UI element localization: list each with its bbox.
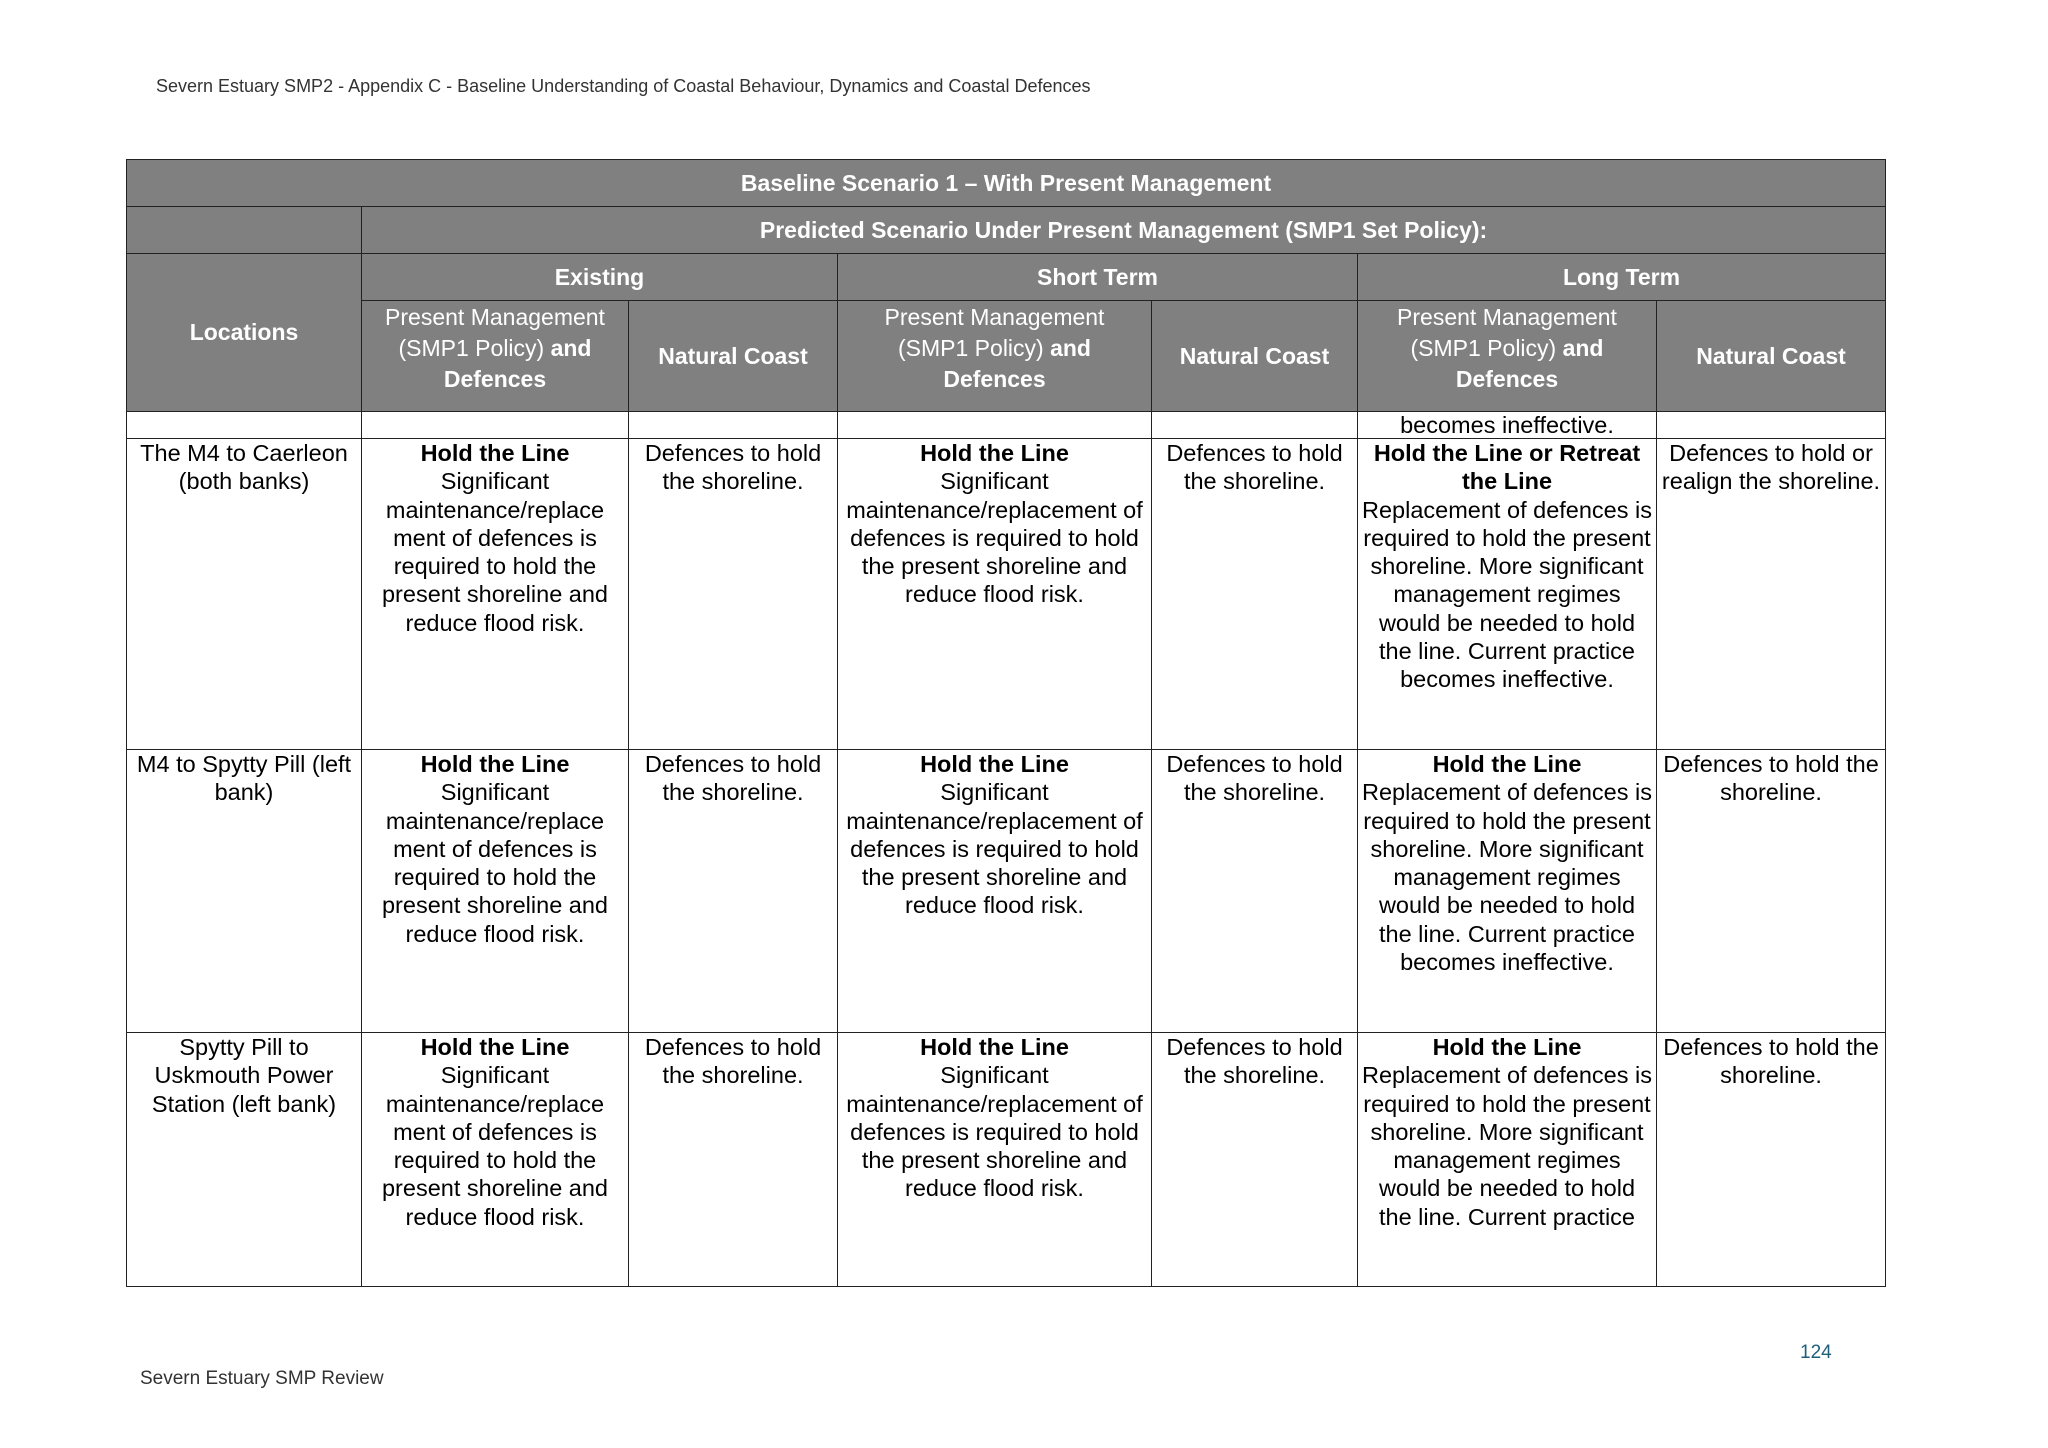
table-row xyxy=(127,1033,1886,1287)
long-pm-cell: Hold the Line or Retreat the Line Replacement of defences is required to hold the present shoreline. More significant management regimes would be needed to hold the line. Current practice becomes ineffective. xyxy=(1358,439,1657,750)
continuation-row xyxy=(127,412,1886,439)
long-natural-cell: Defences to hold the shoreline. xyxy=(1657,1033,1886,1287)
long-present-management-header: Present Management (SMP1 Policy) and Defences xyxy=(1358,301,1657,412)
long-natural-cell: Defences to hold the shoreline. xyxy=(1657,750,1886,1033)
existing-present-management-header: Present Management (SMP1 Policy) and Defences xyxy=(362,301,629,412)
short-natural-coast-header: Natural Coast xyxy=(1152,301,1358,412)
existing-pm-cell: Hold the Line Significant maintenance/replace ment of defences is required to hold the present shoreline and reduce flood risk. xyxy=(362,439,629,750)
predicted-row xyxy=(127,207,1886,254)
short-present-management-header: Present Management (SMP1 Policy) and Defences xyxy=(838,301,1152,412)
existing-pm-cell: Hold the Line Significant maintenance/replace ment of defences is required to hold the present shoreline and reduce flood risk. xyxy=(362,1033,629,1287)
short-pm-cell: Hold the Line Significant maintenance/replacement of defences is required to hold the present shoreline and reduce flood risk. xyxy=(838,1033,1152,1287)
table-cell xyxy=(629,412,838,439)
blank-header-cell xyxy=(127,207,362,254)
short-pm-cell: Hold the Line Significant maintenance/replacement of defences is required to hold the present shoreline and reduce flood risk. xyxy=(838,750,1152,1033)
location-cell: M4 to Spytty Pill (left bank) xyxy=(127,750,362,1033)
location-cell: The M4 to Caerleon (both banks) xyxy=(127,439,362,750)
table-row xyxy=(127,750,1886,1033)
existing-natural-cell: Defences to hold the shoreline. xyxy=(629,1033,838,1287)
existing-pm-cell: Hold the Line Significant maintenance/replace ment of defences is required to hold the present shoreline and reduce flood risk. xyxy=(362,750,629,1033)
short-natural-cell: Defences to hold the shoreline. xyxy=(1152,750,1358,1033)
short-natural-cell: Defences to hold the shoreline. xyxy=(1152,439,1358,750)
page-footer: Severn Estuary SMP Review xyxy=(140,1368,384,1389)
long-pm-cell: Hold the Line Replacement of defences is required to hold the present shoreline. More significant management regimes would be needed to hold the line. Current practice xyxy=(1358,1033,1657,1287)
existing-natural-coast-header: Natural Coast xyxy=(629,301,838,412)
table-cell xyxy=(1657,412,1886,439)
subheader-row xyxy=(127,301,1886,412)
table-cell xyxy=(838,412,1152,439)
title-row xyxy=(127,160,1886,207)
table-cell xyxy=(127,412,362,439)
period-long-term: Long Term xyxy=(1358,254,1886,301)
short-natural-cell: Defences to hold the shoreline. xyxy=(1152,1033,1358,1287)
short-pm-cell: Hold the Line Significant maintenance/replacement of defences is required to hold the present shoreline and reduce flood risk. xyxy=(838,439,1152,750)
table-cell xyxy=(1152,412,1358,439)
baseline-scenario-table xyxy=(126,159,1886,1287)
table-title: Baseline Scenario 1 – With Present Management xyxy=(127,160,1886,207)
page-number: 124 xyxy=(1800,1342,1832,1363)
period-existing: Existing xyxy=(362,254,838,301)
table-row xyxy=(127,439,1886,750)
long-pm-cell: Hold the Line Replacement of defences is required to hold the present shoreline. More significant management regimes would be needed to hold the line. Current practice becomes ineffective. xyxy=(1358,750,1657,1033)
locations-header: Locations xyxy=(127,254,362,412)
table-cell xyxy=(362,412,629,439)
long-natural-coast-header: Natural Coast xyxy=(1657,301,1886,412)
existing-natural-cell: Defences to hold the shoreline. xyxy=(629,750,838,1033)
predicted-heading: Predicted Scenario Under Present Management (SMP1 Set Policy): xyxy=(362,207,1886,254)
continuation-text: becomes ineffective. xyxy=(1358,412,1657,439)
location-cell: Spytty Pill to Uskmouth Power Station (left bank) xyxy=(127,1033,362,1287)
existing-natural-cell: Defences to hold the shoreline. xyxy=(629,439,838,750)
long-natural-cell: Defences to hold or realign the shoreline. xyxy=(1657,439,1886,750)
page-header: Severn Estuary SMP2 - Appendix C - Baseline Understanding of Coastal Behaviour, Dynamics and Coastal Defences xyxy=(156,76,1091,96)
period-row xyxy=(127,254,1886,301)
period-short-term: Short Term xyxy=(838,254,1358,301)
